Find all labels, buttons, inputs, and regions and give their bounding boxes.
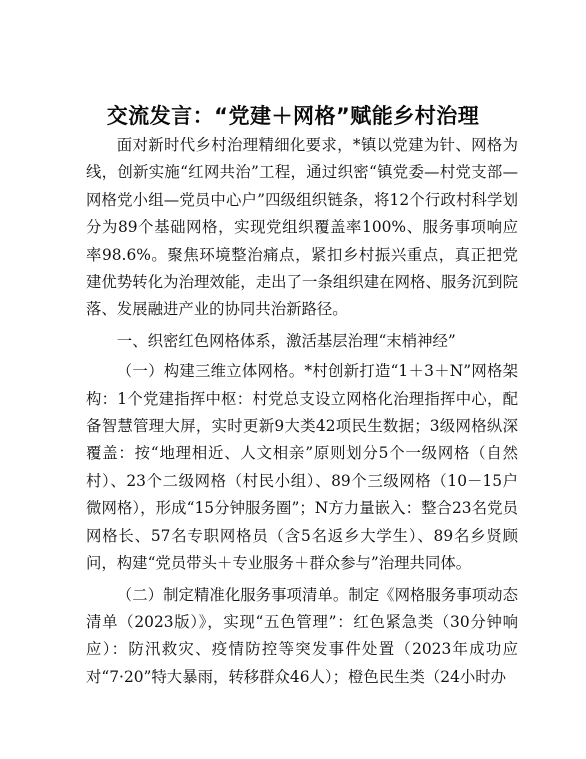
section-heading-1: 一、织密红色网格体系，激活基层治理“末梢神经” [116, 331, 456, 350]
intro-paragraph: 面对新时代乡村治理精细化要求，*镇以党建为针、网格为线，创新实施“红网共治”工程，通过织密“镇党委—村党支部—网格党小组—党员中心户”四级组织链条，将12个行政村科学划分为89个基础网格，实现党组织覆盖率100%、服务事项响应率98.6%。聚焦环境整治痛点，紧扣乡村振兴重点，真正把党建优势转化为治理效能，走出了一条组织建在网格、服务沉到院落、发展融进产业的协同共治新路径。 [86, 136, 518, 319]
subsection-paragraph-2: （二）制定精准化服务事项清单。制定《网格服务事项动态清单（2023版）》，实现“五色管理”：红色紧急类（30分钟响应）：防汛救灾、疫情防控等突发事件处置（2023年成功应对“7·20”特大暴雨，转移群众46人）；橙色民生类（24小时办 [86, 585, 518, 686]
document-title: 交流发言：“党建＋网格”赋能乡村治理 [106, 104, 480, 128]
subsection-paragraph-1: （一）构建三维立体网格。*村创新打造“1＋3＋N”网格架构：1个党建指挥中枢：村党总支设立网格化治理指挥中心，配备智慧管理大屏，实时更新9大类42项民生数据；3级网格纵深覆盖：按“地理相近、人文相亲”原则划分5个一级网格（自然村）、23个二级网格（村民小组）、89个三级网格（10－15户微网格），形成“15分钟服务圈”；N方力量嵌入：整合23名党员网格长、57名专职网格员（含5名返乡大学生）、89名乡贤顾问，构建“党员带头＋专业服务＋群众参与”治理共同体。 [86, 362, 518, 573]
document-body [86, 132, 518, 691]
